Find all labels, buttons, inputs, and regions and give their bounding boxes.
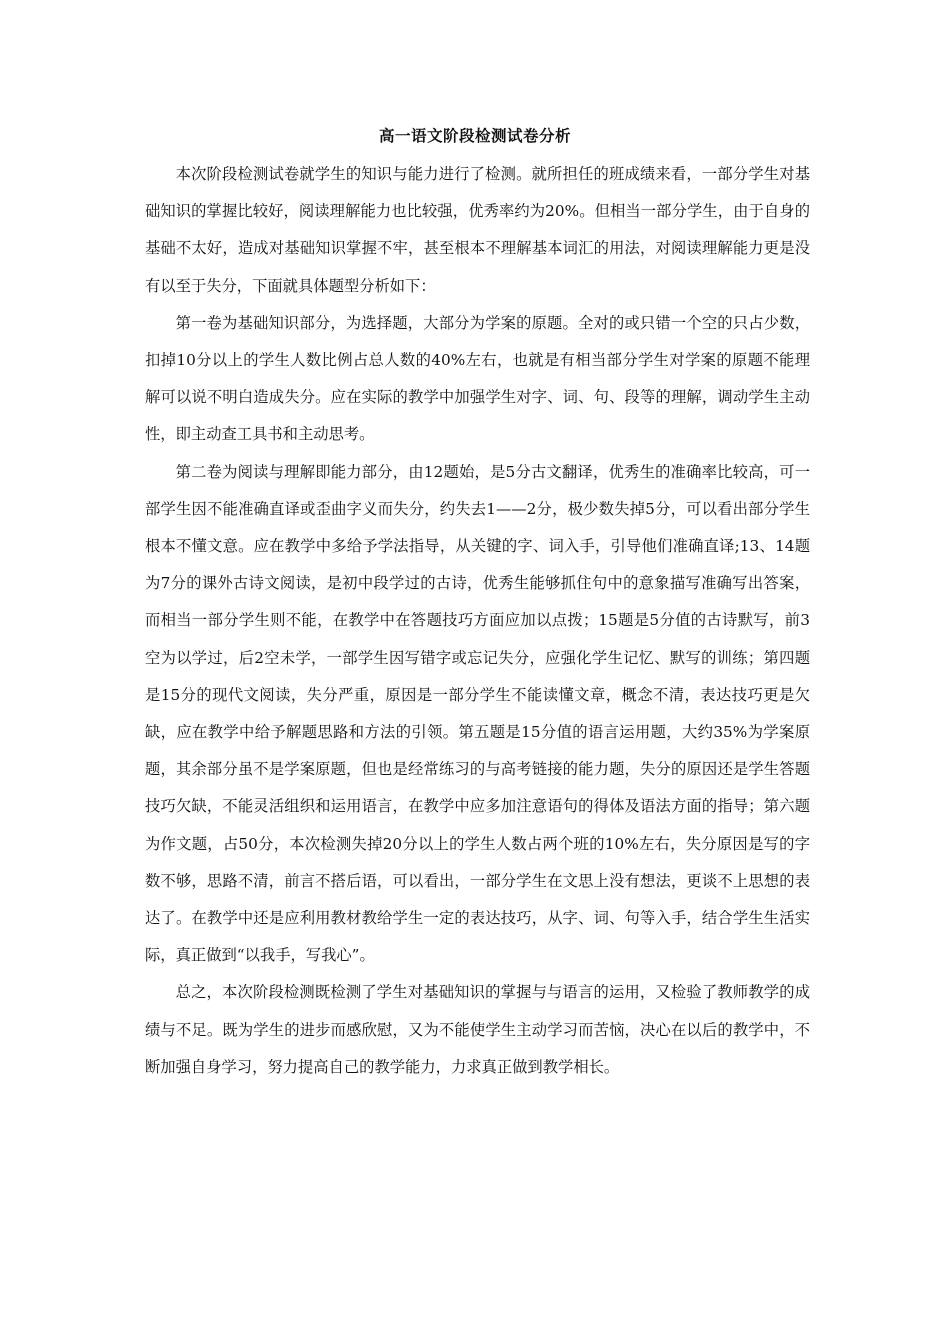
document-body — [145, 156, 810, 1086]
document-title: 高一语文阶段检测试卷分析 — [378, 127, 571, 145]
paragraph-summary: 总之，本次阶段检测既检测了学生对基础知识的掌握与与语言的运用，又检验了教师教学的成绩与不足。既为学生的进步而感欣慰，又为不能使学生主动学习而苦恼，决心在以后的教学中，不断加强自身学习，努力提高自己的教学能力，力求真正做到教学相长。 — [145, 983, 810, 1076]
paragraph-part-two: 第二卷为阅读与理解即能力部分，由12题始，是5分古文翻译，优秀生的准确率比较高，可一部学生因不能准确直译或歪曲字义而失分，约失去1——2分，极少数失掉5分，可以看出部分学生根本不懂文意。应在教学中多给予学法指导，从关键的字、词入手，引导他们准确直译;13、14题为7分的课外古诗文阅读，是初中段学过的古诗，优秀生能够抓住句中的意象描写准确写出答案，而相当一部分学生则不能，在教学中在答题技巧方面应加以点拨；15题是5分值的古诗默写，前3空为以学过，后2空未学，一部学生因写错字或忘记失分，应强化学生记忆、默写的训练；第四题是15分的现代文阅读，失分严重，原因是一部分学生不能读懂文章，概念不清，表达技巧更是欠缺，应在教学中给予解题思路和方法的引领。第五题是15分值的语言运用题，大约35%为学案原题，其余部分虽不是学案原题，但也是经常练习的与高考链接的能力题，失分的原因还是学生答题技巧欠缺，不能灵活组织和运用语言，在教学中应多加注意语句的得体及语法方面的指导；第六题为作文题，占50分，本次检测失掉20分以上的学生人数占两个班的10%左右，失分原因是写的字数不够，思路不清，前言不搭后语，可以看出，一部分学生在文思上没有想法，更谈不上思想的表达了。在教学中还是应利用教材教给学生一定的表达技巧，从字、词、句等入手，结合学生生活实际，真正做到“以我手，写我心”。 — [145, 462, 810, 965]
paragraph-intro: 本次阶段检测试卷就学生的知识与能力进行了检测。就所担任的班成绩来看，一部分学生对基础知识的掌握比较好，阅读理解能力也比较强，优秀率约为20%。但相当一部分学生，由于自身的基础不太好，造成对基础知识掌握不牢，甚至根本不理解基本词汇的用法，对阅读理解能力更是没有以至于失分，下面就具体题型分析如下： — [145, 165, 810, 295]
paragraph-part-one: 第一卷为基础知识部分，为选择题，大部分为学案的原题。全对的或只错一个空的只占少数，扣掉10分以上的学生人数比例占总人数的40%左右，也就是有相当部分学生对学案的原题不能理解可以说不明白造成失分。应在实际的教学中加强学生对字、词、句、段等的理解，调动学生主动性，即主动查工具书和主动思考。 — [145, 313, 810, 444]
